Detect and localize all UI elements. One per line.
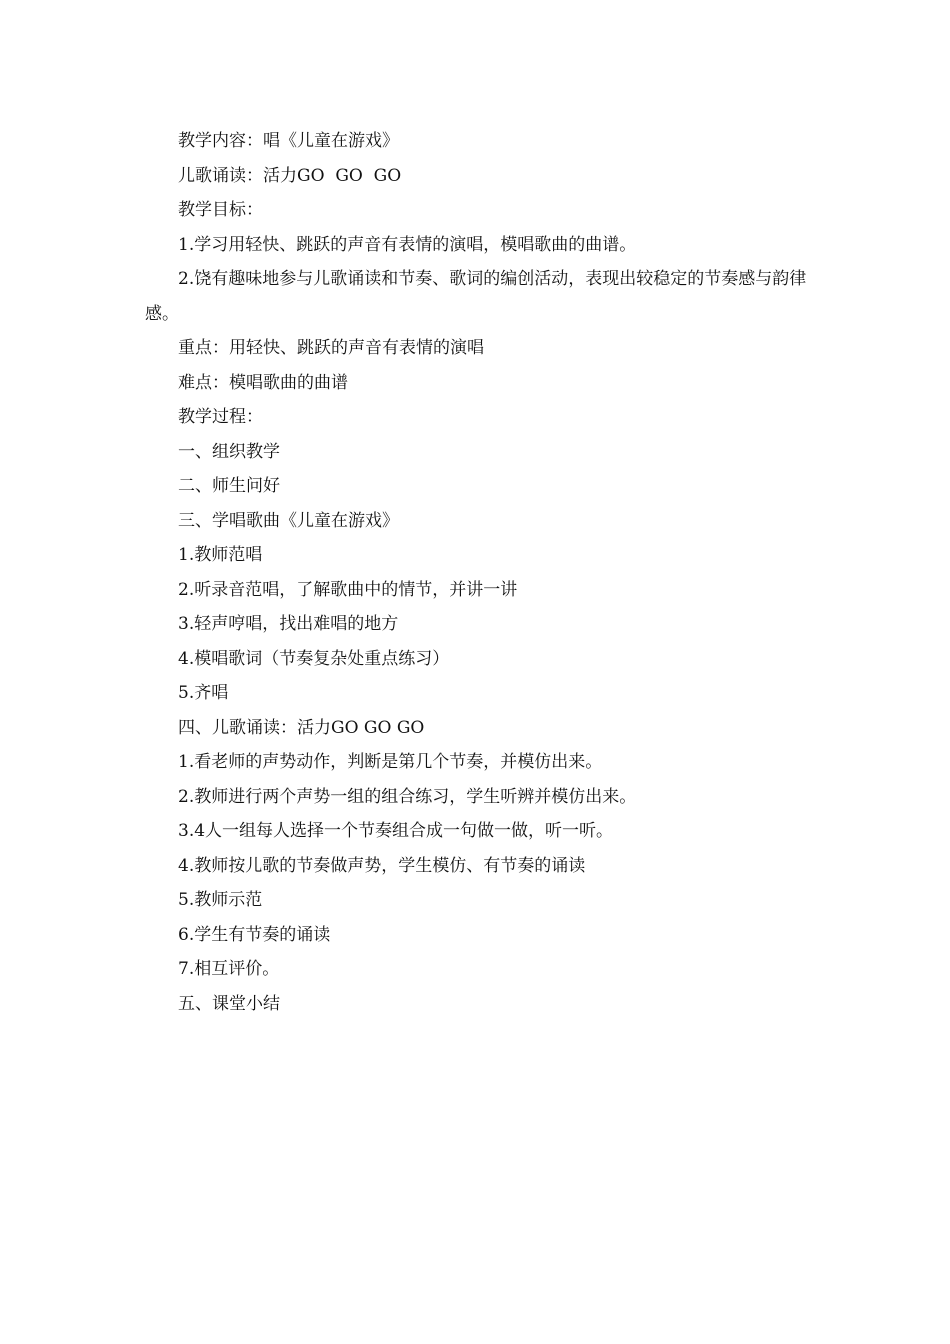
section-2-heading: 二、师生问好 bbox=[178, 476, 280, 496]
section-5-heading: 五、课堂小结 bbox=[178, 993, 280, 1014]
teaching-process-heading: 教学过程： bbox=[178, 407, 263, 427]
section-4-step-5: 5.教师示范 bbox=[178, 890, 263, 910]
section-3-step-3: 3.轻声哼唱，找出难唱的地方 bbox=[178, 614, 399, 634]
key-point-line: 重点：用轻快、跳跃的声音有表情的演唱 bbox=[178, 338, 484, 358]
section-3-step-4: 4.模唱歌词（节奏复杂处重点练习） bbox=[178, 648, 450, 669]
section-4-step-1: 1.看老师的声势动作，判断是第几个节奏，并模仿出来。 bbox=[178, 752, 603, 772]
objective-1: 1.学习用轻快、跳跃的声音有表情的演唱，模唱歌曲的曲谱。 bbox=[178, 234, 637, 255]
section-1-heading: 一、组织教学 bbox=[178, 441, 280, 462]
section-3-step-5: 5.齐唱 bbox=[178, 683, 229, 703]
section-3-step-2: 2.听录音范唱，了解歌曲中的情节，并讲一讲 bbox=[178, 579, 518, 600]
section-4-step-7: 7.相互评价。 bbox=[178, 959, 280, 979]
teaching-objectives-heading: 教学目标： bbox=[178, 200, 263, 220]
teaching-content-line: 教学内容：唱《儿童在游戏》 bbox=[178, 131, 399, 151]
section-4-step-2: 2.教师进行两个声势一组的组合练习，学生听辨并模仿出来。 bbox=[178, 786, 637, 807]
section-4-step-4: 4.教师按儿歌的节奏做声势，学生模仿、有节奏的诵读 bbox=[178, 855, 586, 876]
difficulty-line: 难点：模唱歌曲的曲谱 bbox=[178, 372, 348, 393]
section-3-step-1: 1.教师范唱 bbox=[178, 545, 263, 565]
lesson-plan-body bbox=[145, 124, 815, 1021]
section-4-heading: 四、儿歌诵读：活力GO GO GO bbox=[178, 717, 425, 738]
section-4-step-6: 6.学生有节奏的诵读 bbox=[178, 924, 331, 945]
section-4-step-3: 3.4人一组每人选择一个节奏组合成一句做一做，听一听。 bbox=[178, 821, 614, 841]
section-3-heading: 三、学唱歌曲《儿童在游戏》 bbox=[178, 510, 399, 531]
objective-2: 2.饶有趣味地参与儿歌诵读和节奏、歌词的编创活动，表现出较稳定的节奏感与韵律感。 bbox=[145, 269, 807, 324]
rhyme-reading-line: 儿歌诵读：活力GO GO GO bbox=[178, 165, 402, 186]
